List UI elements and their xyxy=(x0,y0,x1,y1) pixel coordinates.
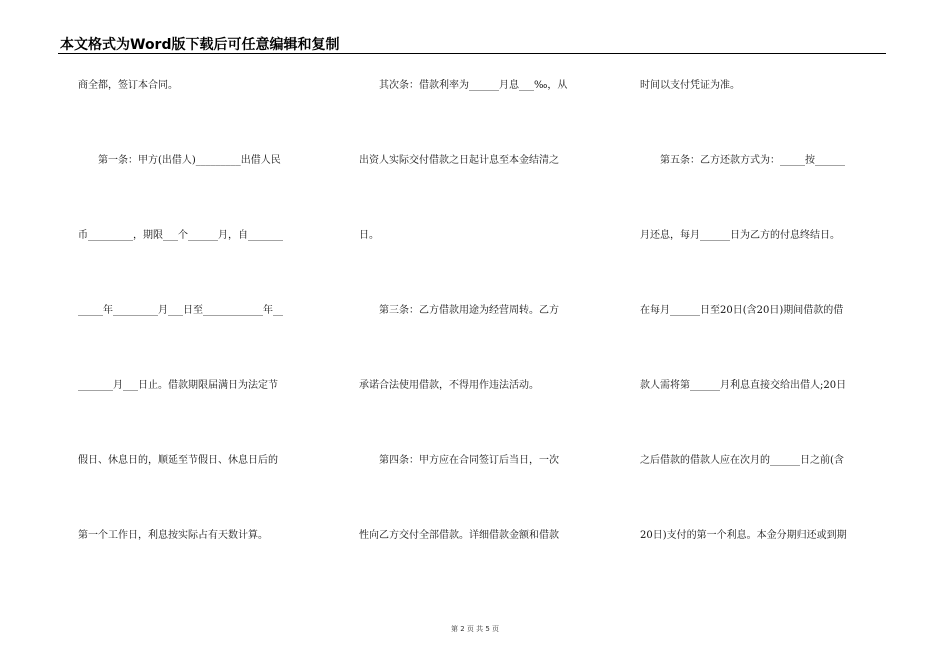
col3-line-2: 第五条：乙方还款方式为：_____按______ xyxy=(640,155,845,166)
col2-line-7: 性向乙方交付全部借款。详细借款金额和借款 xyxy=(359,530,559,541)
col3-line-7: 20日)支付的第一个利息。本金分期归还或到期 xyxy=(640,530,847,541)
col2-line-4: 第三条：乙方借款用途为经营周转。乙方 xyxy=(359,305,559,316)
col2-line-6: 第四条：甲方应在合同签订后当日，一次 xyxy=(359,455,559,466)
col1-line-1: 商全都，签订本合同。 xyxy=(78,80,178,91)
col1-line-5: _______月___日止。借款期限届满日为法定节 xyxy=(78,380,278,391)
col3-line-5: 款人需将第______月利息直接交给出借人;20日 xyxy=(640,380,847,391)
col1-line-7: 第一个工作日，利息按实际占有天数计算。 xyxy=(78,530,268,541)
col1-line-2: 第一条：甲方(出借人)_________出借人民 xyxy=(78,155,281,166)
col3-line-1: 时间以支付凭证为准。 xyxy=(640,80,740,91)
col1-line-3: 币_________，期限___个______月，自_______ xyxy=(78,230,283,241)
col1-line-6: 假日、休息日的，顺延至节假日、休息日后的 xyxy=(78,455,278,466)
col2-line-5: 承诺合法使用借款，不得用作违法活动。 xyxy=(359,380,539,391)
page-number-footer: 第 2 页 共 5 页 xyxy=(450,625,500,633)
col3-line-4: 在每月______日至20日(含20日)期间借款的借 xyxy=(640,305,844,316)
col3-line-3: 月还息，每月______日为乙方的付息终结日。 xyxy=(640,230,840,241)
col2-line-1: 其次条：借款利率为______月息___‰，从 xyxy=(359,80,568,91)
col3-line-6: 之后借款的借款人应在次月的______日之前(含 xyxy=(640,455,844,466)
col2-line-2: 出资人实际交付借款之日起计息至本金结清之 xyxy=(359,155,559,166)
col2-line-3: 日。 xyxy=(359,230,379,241)
col1-line-4: _____年_________月___日至____________年__ xyxy=(78,305,283,316)
header-divider xyxy=(58,53,886,54)
document-header-title: 本文格式为Word版下载后可任意编辑和复制 xyxy=(60,37,340,53)
